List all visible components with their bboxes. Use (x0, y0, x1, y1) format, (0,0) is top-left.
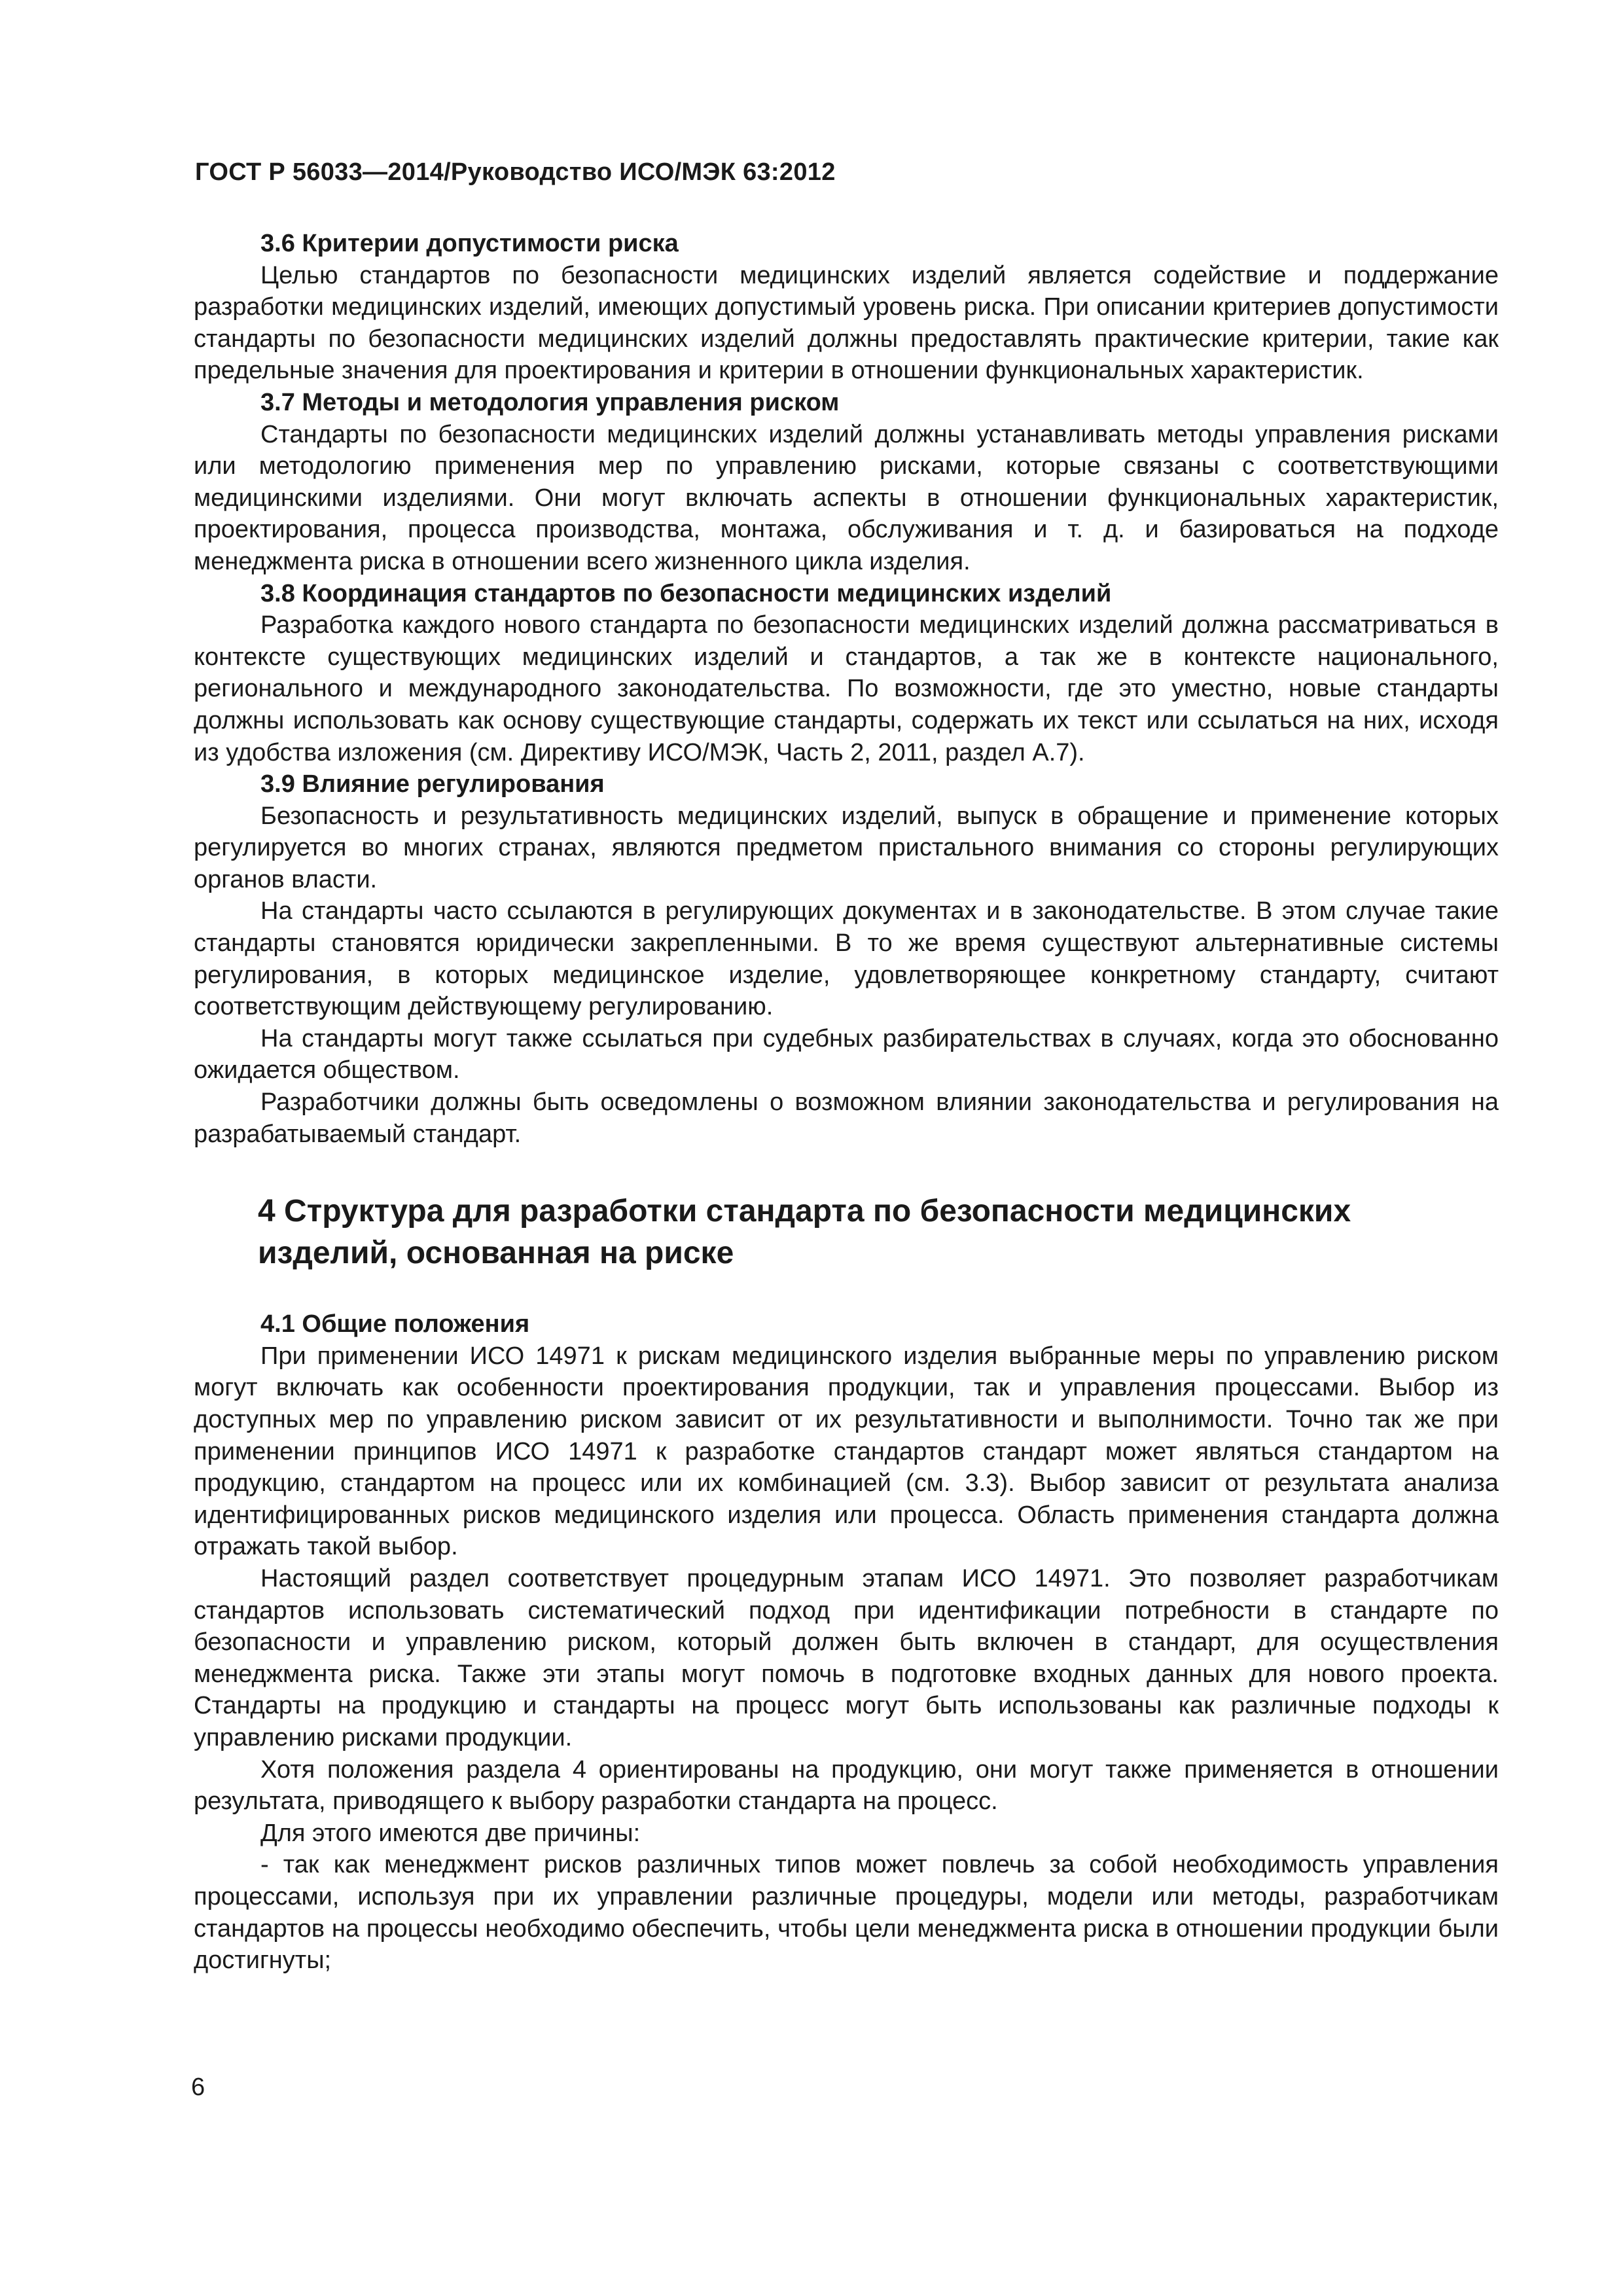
paragraph: Стандарты по безопасности медицинских изделий должны устанавливать методы управления рисками или методологию применения мер по управлению рисками, которые связаны с соответствующими медицинскими изделиями. Они могут включать аспекты в отношении функциональных характеристик, проектирования, процесса производства, монтажа, обслуживания и т. д. и базироваться на подходе менеджмента риска в отношении всего жизненного цикла изделия. (194, 420, 1499, 575)
paragraph: Для этого имеются две причины: (260, 1819, 641, 1847)
paragraph: На стандарты могут также ссылаться при судебных разбирательствах в случаях, когда это обоснованно ожидается обществом. (194, 1024, 1499, 1085)
section-heading-4-1: 4.1 Общие положения (260, 1310, 530, 1338)
page-number: 6 (191, 2073, 205, 2101)
paragraph: Целью стандартов по безопасности медицинских изделий является содействие и поддержание разработки медицинских изделий, имеющих допустимый уровень риска. При описании критериев допустимости стандарты по безопасности медицинских изделий должны предоставлять практические критерии, такие как предельные значения для проектирования и критерии в отношении функциональных характеристик. (194, 261, 1499, 385)
paragraph: Хотя положения раздела 4 ориентированы на продукцию, они могут также применяется в отношении результата, приводящего к выбору разработки стандарта на процесс. (194, 1755, 1499, 1816)
chapter-heading-4: 4 Структура для разработки стандарта по безопасности медицинских изделий, основанная на риске (258, 1194, 1351, 1271)
paragraph: Настоящий раздел соответствует процедурным этапам ИСО 14971. Это позволяет разработчикам стандартов использовать систематический подход при идентификации потребности в стандарте по безопасности и управлению риском, который должен быть включен в стандарт, для осуществления менеджмента риска. Также эти этапы могут помочь в подготовке входных данных для нового проекта. Стандарты на продукцию и стандарты на процесс могут быть использованы как различные подходы к управлению рисками продукции. (194, 1564, 1499, 1751)
section-heading-3-8: 3.8 Координация стандартов по безопасности медицинских изделий (260, 579, 1112, 607)
section-heading-3-6: 3.6 Критерии допустимости риска (260, 230, 679, 257)
section-heading-3-7: 3.7 Методы и методология управления риском (260, 388, 840, 416)
paragraph: При применении ИСО 14971 к рискам медицинского изделия выбранные меры по управлению риском могут включать как особенности проектирования продукции, так и управления процессами. Выбор из доступных мер по управлению риском зависит от их результативности и выполнимости. Точно так же при применении принципов ИСО 14971 к разработке стандартов стандарт может являться стандартом на продукцию, стандартом на процесс или их комбинацией (см. 3.3). Выбор зависит от результата анализа идентифицированных рисков медицинского изделия или процесса. Область применения стандарта должна отражать такой выбор. (194, 1342, 1499, 1561)
paragraph: Разработка каждого нового стандарта по безопасности медицинских изделий должна рассматриваться в контексте существующих медицинских изделий и стандартов, а так же в контексте национального, регионального и международного законодательства. По возможности, где это уместно, новые стандарты должны использовать как основу существующие стандарты, содержать их текст или ссылаться на них, исходя из удобства изложения (см. Директиву ИСО/МЭК, Часть 2, 2011, раздел А.7). (194, 611, 1499, 766)
paragraph: Разработчики должны быть осведомлены о возможном влиянии законодательства и регулирования на разрабатываемый стандарт. (194, 1088, 1499, 1148)
list-item: - так как менеджмент рисков различных типов может повлечь за собой необходимость управления процессами, используя при их управлении различные процедуры, модели или методы, разработчикам стандартов на процессы необходимо обеспечить, чтобы цели менеджмента риска в отношении продукции были достигнуты; (194, 1851, 1499, 1975)
section-heading-3-9: 3.9 Влияние регулирования (260, 770, 605, 798)
paragraph: На стандарты часто ссылаются в регулирующих документах и в законодательстве. В этом случае такие стандарты становятся юридически закрепленными. В то же время существуют альтернативные системы регулирования, в которых медицинское изделие, удовлетворяющее конкретному стандарту, считают соответствующим действующему регулированию. (194, 897, 1499, 1021)
paragraph: Безопасность и результативность медицинских изделий, выпуск в обращение и применение которых регулируется во многих странах, являются предметом пристального внимания со стороны регулирующих органов власти. (194, 802, 1499, 893)
document-body (194, 228, 1499, 1977)
document-header: ГОСТ Р 56033—2014/Руководство ИСО/МЭК 63:2012 (195, 158, 836, 186)
